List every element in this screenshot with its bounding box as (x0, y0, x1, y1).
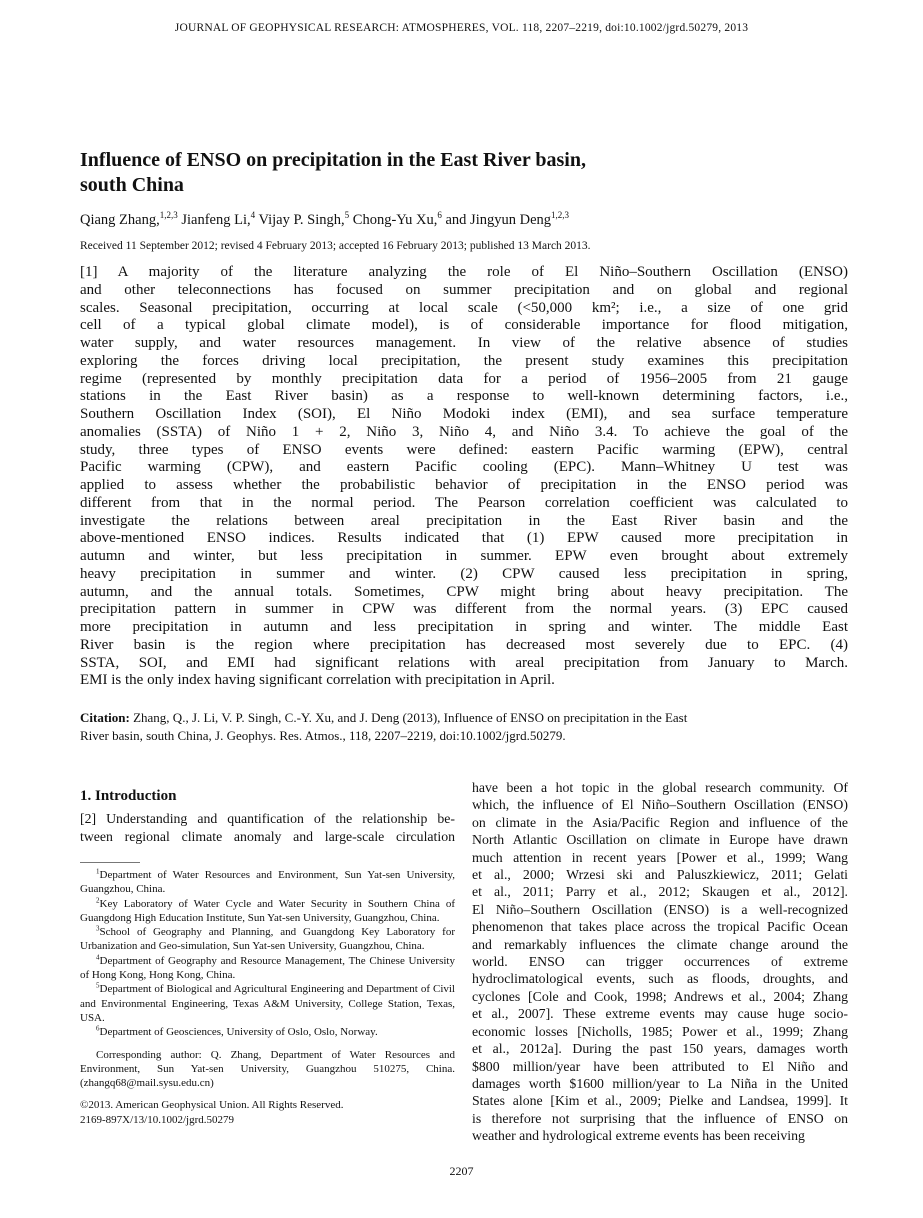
text-line: River basin is the region where precipitation has decreased most severely due to EPC. (4) (80, 636, 848, 653)
citation-text: Zhang, Q., J. Li, V. P. Singh, C.-Y. Xu, and J. Deng (2013), Influence of ENSO on precipitation in the East (129, 710, 688, 725)
footnote-number: 1 (96, 867, 100, 876)
author-name: Vijay P. Singh, (258, 211, 345, 228)
text-line: Pacific warming (CPW), and eastern Pacific cooling (EPC). Mann–Whitney U test was (80, 459, 848, 476)
body-line: tween regional climate anomaly and large-scale circulation (80, 828, 455, 844)
author-name: Chong-Yu Xu, (352, 211, 438, 228)
copyright-line: 2169-897X/13/10.1002/jgrd.50279 (80, 1113, 234, 1126)
text-line: North Atlantic Oscillation on climate in Europe have drawn (472, 832, 848, 848)
footnote-number: 5 (96, 981, 100, 990)
text-line: much attention in recent years [Power et al., 1999; Wang (472, 849, 848, 865)
copyright-line: ©2013. American Geophysical Union. All Rights Reserved. (80, 1099, 344, 1112)
text-line: on climate in the Asia/Pacific Region and influence of the (472, 814, 848, 830)
affiliation-footnotes (80, 868, 455, 1040)
text-line: autumn and winter, but less precipitation in summer. EPW even brought about extremely (80, 548, 848, 564)
right-column-body (472, 779, 848, 1145)
citation-label: Citation: (80, 710, 130, 725)
text-line: more precipitation in autumn and less precipitation in spring and winter. The middle East (80, 619, 848, 635)
footnote-text: Department of Geosciences, University of Oslo, Oslo, Norway. (99, 1026, 378, 1039)
text-line: [1] A majority of the literature analyzing the role of El Niño–Southern Oscillation (ENSO) (80, 264, 848, 280)
footnote-number: 2 (96, 895, 100, 904)
text-line: exploring the forces driving local precipitation, the present study examines this precipitation (80, 352, 848, 369)
footnote-area (80, 868, 455, 1127)
text-line: and other teleconnections has focused on summer precipitation and on global and regional (80, 281, 848, 298)
text-line: water supply, and water resources management. In view of the relative absence of studies (80, 335, 848, 351)
text-line: $800 million/year have been attributed to El Niño and (472, 1058, 848, 1074)
text-line: et al., 2000; Wrzesi ski and Paluszkiewicz, 2011; Gelati (472, 867, 848, 883)
text-line: et al., 2011; Parry et al., 2012; Skaugen et al., 2012]. (472, 884, 848, 900)
text-line: above-mentioned ENSO indices. Results indicated that (1) EPW caused more precipitation in (80, 530, 848, 547)
author-affiliation: 6 (437, 210, 442, 220)
copyright (80, 1098, 455, 1127)
text-line: scales. Seasonal precipitation, occurring at local scale (<50,000 km²; i.e., a size of one grid (80, 299, 848, 316)
title-line: Influence of ENSO on precipitation in the East River basin, (80, 149, 586, 171)
footnote (80, 982, 455, 1025)
author-affiliation: 1,2,3 (159, 210, 178, 220)
text-line: investigate the relations between areal precipitation in the East River basin and the (80, 512, 848, 529)
body-line: [2] Understanding and quantification of the relationship be- (80, 811, 455, 826)
text-line: different from that in the normal period. The Pearson correlation coefficient was calculated to (80, 494, 848, 511)
text-line: regime (represented by monthly precipitation data for a period of 1956–2005 from 21 gauge (80, 370, 848, 387)
text-line: El Niño–Southern Oscillation (ENSO) is a well-recognized (472, 901, 848, 917)
text-line: anomalies (SSTA) of Niño 1 + 2, Niño 3, Niño 4, and Niño 3.4. To achieve the goal of the (80, 423, 848, 440)
text-line: phenomenon that takes place across the tropical Pacific Ocean (472, 919, 848, 935)
footnote-text: Key Laboratory of Water Cycle and Water Security in Southern China of Guangdong High Education Institute, Sun Yat-sen University, Guangzhou, China. (80, 897, 455, 924)
footnote (80, 925, 455, 954)
text-line: have been a hot topic in the global research community. Of (472, 780, 848, 795)
title-line: south China (80, 174, 184, 196)
citation (80, 709, 848, 745)
text-line: heavy precipitation in summer and winter. (2) CPW caused less precipitation in spring, (80, 565, 848, 582)
author-affiliation: 1,2,3 (551, 210, 570, 220)
corresponding-author: Corresponding author: Q. Zhang, Department of Water Resources and Environment, Sun Yat-sen University, Guangzhou 510275, China. (zhangq68@mail.sysu.edu.cn) (80, 1048, 455, 1090)
text-line: economic losses [Nicholls, 1985; Power et al., 1999; Zhang (472, 1023, 848, 1039)
text-line: EMI is the only index having significant correlation with precipitation in April. (80, 672, 555, 689)
text-line: cell of a typical global climate model), is of considerable importance for flood mitigation, (80, 317, 848, 334)
text-line: cyclones [Cole and Cook, 1998; Andrews et al., 2004; Zhang (472, 988, 848, 1004)
running-head: JOURNAL OF GEOPHYSICAL RESEARCH: ATMOSPHERES, VOL. 118, 2207–2219, doi:10.1002/jgrd.50279, 2013 (174, 22, 749, 34)
paper-title (80, 148, 780, 198)
author-list (80, 210, 569, 229)
text-line: study, three types of ENSO events were defined: eastern Pacific warming (EPW), central (80, 441, 848, 458)
footnote-text: Department of Biological and Agricultural Engineering and Department of Civil and Environmental Engineering, Texas A&M University, College Station, Texas, USA. (80, 983, 455, 1024)
citation-text: River basin, south China, J. Geophys. Res. Atmos., 118, 2207–2219, doi:10.1002/jgrd.50279. (80, 728, 566, 743)
text-line: States alone [Kim et al., 2009; Pielke and Landsea, 1999]. It (472, 1093, 848, 1109)
text-line: stations in the East River basin) as a response to well-known determining factors, i.e., (80, 388, 848, 405)
text-line: world. ENSO can trigger occurrences of extreme (472, 954, 848, 970)
footnote-text: Department of Geography and Resource Management, The Chinese University of Hong Kong, Hong Kong, China. (80, 954, 455, 982)
text-line: et al., 2012a]. During the past 150 years, damages worth (472, 1041, 848, 1057)
footnote-text: Department of Water Resources and Environment, Sun Yat-sen University, Guangzhou, China. (80, 869, 455, 896)
text-line: et al., 2007]. These extreme events may cause huge socio- (472, 1006, 848, 1022)
footnote (80, 954, 455, 983)
text-line: precipitation pattern in summer in CPW was different from the normal years. (3) EPC caused (80, 601, 848, 618)
text-line: weather and hydrological extreme events has been receiving (472, 1128, 805, 1144)
section-heading: 1. Introduction (80, 788, 177, 804)
text-line: and remarkably influences the climate change around the (472, 936, 848, 952)
abstract (80, 264, 848, 690)
text-line: Southern Oscillation Index (SOI), El Niño Modoki index (EMI), and sea surface temperature (80, 406, 848, 422)
author-name: and Jingyun Deng (445, 211, 552, 228)
text-line: which, the influence of El Niño–Southern Oscillation (ENSO) (472, 797, 848, 813)
page-number: 2207 (449, 1164, 474, 1178)
footnote-number: 3 (96, 924, 100, 933)
author-affiliation: 5 (344, 210, 350, 220)
footnote-number: 4 (96, 953, 100, 962)
text-line: SSTA, SOI, and EMI had significant relations with areal precipitation from January to March. (80, 654, 848, 671)
text-line: is therefore not surprising that the influence of ENSO on (472, 1110, 848, 1126)
footnote-divider (80, 862, 140, 863)
footnote-text: School of Geography and Planning, and Guangdong Key Laboratory for Urbanization and Geo-simulation, Sun Yat-sen University, Guangzhou, China. (80, 926, 455, 953)
text-line: autumn, and the annual totals. Sometimes, CPW might bring about heavy precipitation. The (80, 583, 848, 600)
publication-dates: Received 11 September 2012; revised 4 February 2013; accepted 16 February 2013; published 13 March 2013. (80, 240, 591, 252)
author-affiliation: 4 (250, 210, 256, 220)
text-line: hydroclimatological events, such as floods, droughts, and (472, 971, 848, 987)
left-column-body (80, 810, 455, 845)
footnote (80, 1025, 455, 1039)
footnote (80, 868, 455, 897)
text-line: applied to assess whether the probabilistic behavior of precipitation in the ENSO period was (80, 477, 848, 493)
author-name: Qiang Zhang, (80, 211, 160, 228)
footnote-number: 6 (96, 1024, 100, 1033)
text-line: damages worth $1600 million/year to La Niña in the United (472, 1075, 848, 1091)
footnote (80, 897, 455, 926)
author-name: Jianfeng Li, (181, 211, 251, 228)
